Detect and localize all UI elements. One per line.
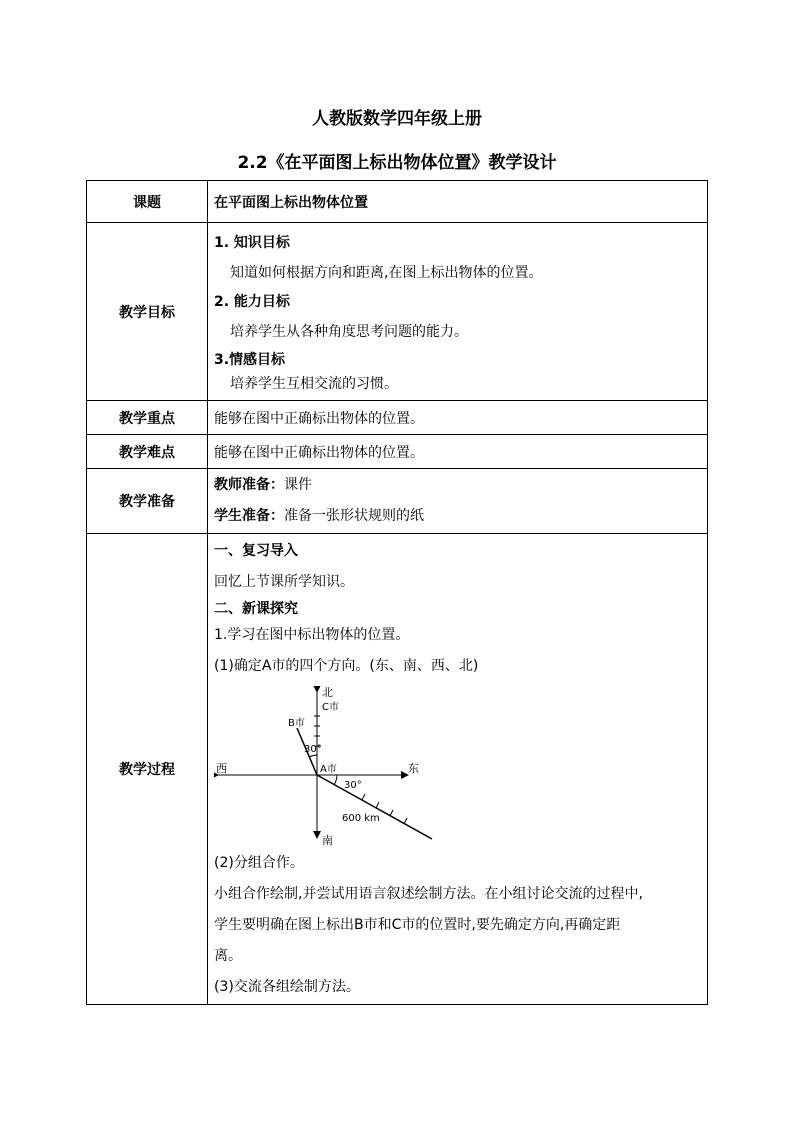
a-city-label: A市 — [320, 763, 337, 775]
b-city-label: B市 — [288, 717, 305, 729]
group-text-2: 学生要明确在图上标出B市和C市的位置时,要先确定方向,再确定距 — [214, 916, 621, 933]
step-1: 1.学习在图中标出物体的位置。 — [214, 626, 410, 643]
difficulty-label: 教学难点 — [87, 435, 208, 469]
section-new-lesson: 二、新课探究 — [214, 600, 298, 617]
goals-cell — [208, 223, 708, 401]
goal-heading-ability: 2. 能力目标 — [214, 293, 290, 310]
west-label: 西 — [216, 761, 227, 775]
step-1-3: (3)交流各组绘制方法。 — [214, 978, 360, 995]
page-title: 人教版数学四年级上册 — [312, 109, 482, 129]
preparation-label: 教学准备 — [87, 469, 208, 534]
group-text-3: 离。 — [214, 947, 242, 964]
process-cell — [208, 534, 708, 1005]
key-point-label: 教学重点 — [87, 401, 208, 435]
south-label: 南 — [322, 833, 333, 846]
preparation-cell — [208, 469, 708, 534]
step-1-2: (2)分组合作。 — [214, 854, 304, 871]
topic-label: 课题 — [87, 181, 208, 223]
section-review: 一、复习导入 — [214, 542, 298, 559]
table-row-goals — [87, 223, 708, 401]
direction-diagram — [214, 686, 444, 846]
key-point-value: 能够在图中正确标出物体的位置。 — [208, 401, 708, 435]
goal-text-ability: 培养学生从各种角度思考问题的能力。 — [230, 323, 468, 340]
student-prep-label: 学生准备： — [214, 508, 284, 524]
angle-lower-label: 30° — [344, 779, 362, 791]
goals-label: 教学目标 — [87, 223, 208, 401]
difficulty-value: 能够在图中正确标出物体的位置。 — [208, 435, 708, 469]
table-row-topic — [87, 181, 708, 223]
teacher-prep-value: 课件 — [284, 477, 312, 493]
distance-label: 600 km — [342, 812, 380, 824]
teacher-prep-label: 教师准备： — [214, 477, 284, 493]
lesson-plan-table — [86, 180, 708, 1005]
review-text: 回忆上节课所学知识。 — [214, 573, 354, 590]
goal-heading-emotion: 3.情感目标 — [214, 351, 286, 368]
table-row-key-point — [87, 401, 708, 435]
goal-text-emotion: 培养学生互相交流的习惯。 — [230, 375, 398, 392]
page-subtitle: 2.2《在平面图上标出物体位置》教学设计 — [237, 153, 557, 173]
east-label: 东 — [408, 761, 419, 775]
north-label: 北 — [322, 685, 333, 699]
group-text-1: 小组合作绘制,并尝试用语言叙述绘制方法。在小组讨论交流的过程中, — [214, 885, 643, 902]
topic-value: 在平面图上标出物体位置 — [208, 181, 708, 223]
table-row-preparation — [87, 469, 708, 534]
goal-text-knowledge: 知道如何根据方向和距离,在图上标出物体的位置。 — [230, 264, 543, 281]
process-label: 教学过程 — [87, 534, 208, 1005]
angle-upper-label: 30° — [304, 743, 322, 755]
table-row-process — [87, 534, 708, 1005]
step-1-1: (1)确定A市的四个方向。(东、南、西、北) — [214, 657, 479, 674]
c-city-label: C市 — [322, 701, 339, 713]
student-prep-value: 准备一张形状规则的纸 — [284, 508, 424, 524]
table-row-difficulty — [87, 435, 708, 469]
distance-line — [317, 775, 432, 839]
goal-heading-knowledge: 1. 知识目标 — [214, 234, 290, 251]
